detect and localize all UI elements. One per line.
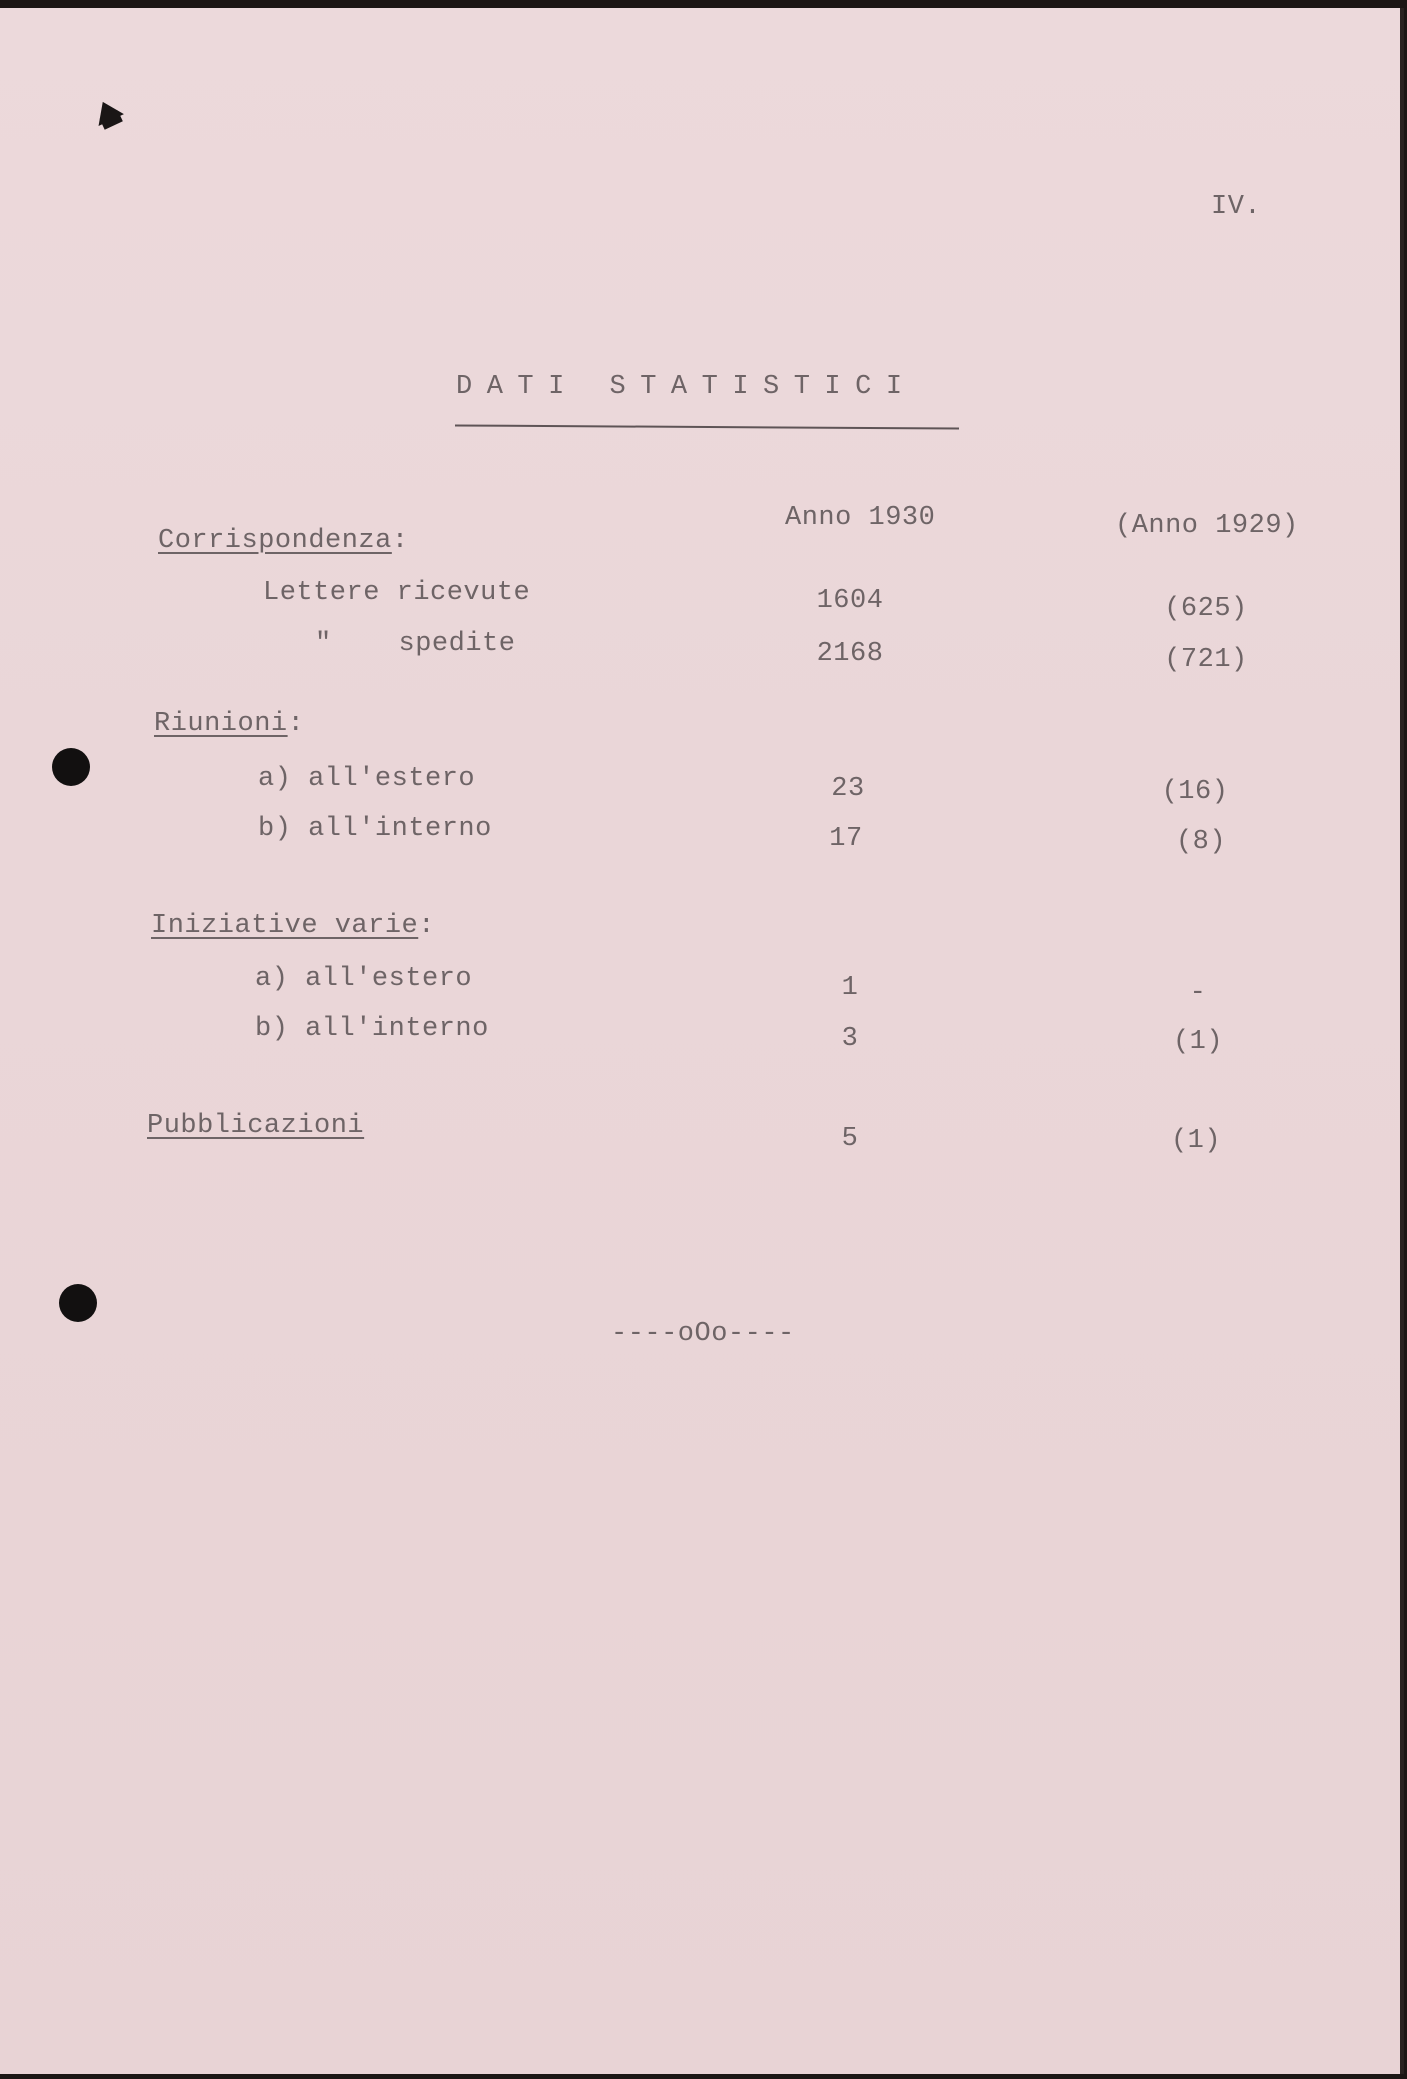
section-heading-corrispondenza: Corrispondenza: — [158, 526, 409, 556]
column-header-current: Anno 1930 — [785, 503, 936, 533]
row-value-current: 1604 — [816, 586, 884, 616]
page-title: DATI STATISTICI — [456, 372, 917, 402]
row-value-previous: (1) — [1170, 1126, 1222, 1156]
row-value-current: 5 — [841, 1124, 859, 1154]
row-value-previous: (16) — [1161, 777, 1229, 807]
end-mark: ----oOo---- — [611, 1319, 795, 1349]
row-value-current: 3 — [841, 1024, 859, 1054]
column-header-previous: (Anno 1929) — [1115, 511, 1299, 541]
row-value-current: 2168 — [816, 639, 884, 669]
document-page — [0, 8, 1404, 2074]
row-value-previous: (8) — [1175, 827, 1227, 857]
row-label: " spedite — [315, 629, 516, 659]
page-number: IV. — [1211, 192, 1262, 222]
row-value-previous: - — [1189, 978, 1207, 1008]
row-value-previous: (721) — [1164, 645, 1248, 675]
row-value-previous: (1) — [1172, 1027, 1224, 1057]
row-value-current: 23 — [831, 774, 865, 804]
row-value-previous: (625) — [1164, 594, 1248, 624]
row-value-current: 1 — [841, 973, 859, 1003]
punch-hole-upper — [52, 748, 90, 786]
section-heading-iniziative: Iniziative varie: — [151, 911, 435, 941]
row-label: b) all'interno — [255, 1014, 489, 1044]
row-label: a) all'estero — [258, 764, 476, 794]
row-label: a) all'estero — [255, 964, 473, 994]
section-heading-pubblicazioni: Pubblicazioni — [147, 1111, 365, 1141]
punch-hole-lower — [59, 1284, 97, 1322]
title-underline — [455, 424, 959, 429]
row-label: Lettere ricevute — [263, 578, 531, 608]
section-heading-riunioni: Riunioni: — [154, 709, 305, 739]
row-value-current: 17 — [829, 824, 863, 854]
corner-tab-mark — [90, 96, 124, 126]
row-label: b) all'interno — [258, 814, 492, 844]
